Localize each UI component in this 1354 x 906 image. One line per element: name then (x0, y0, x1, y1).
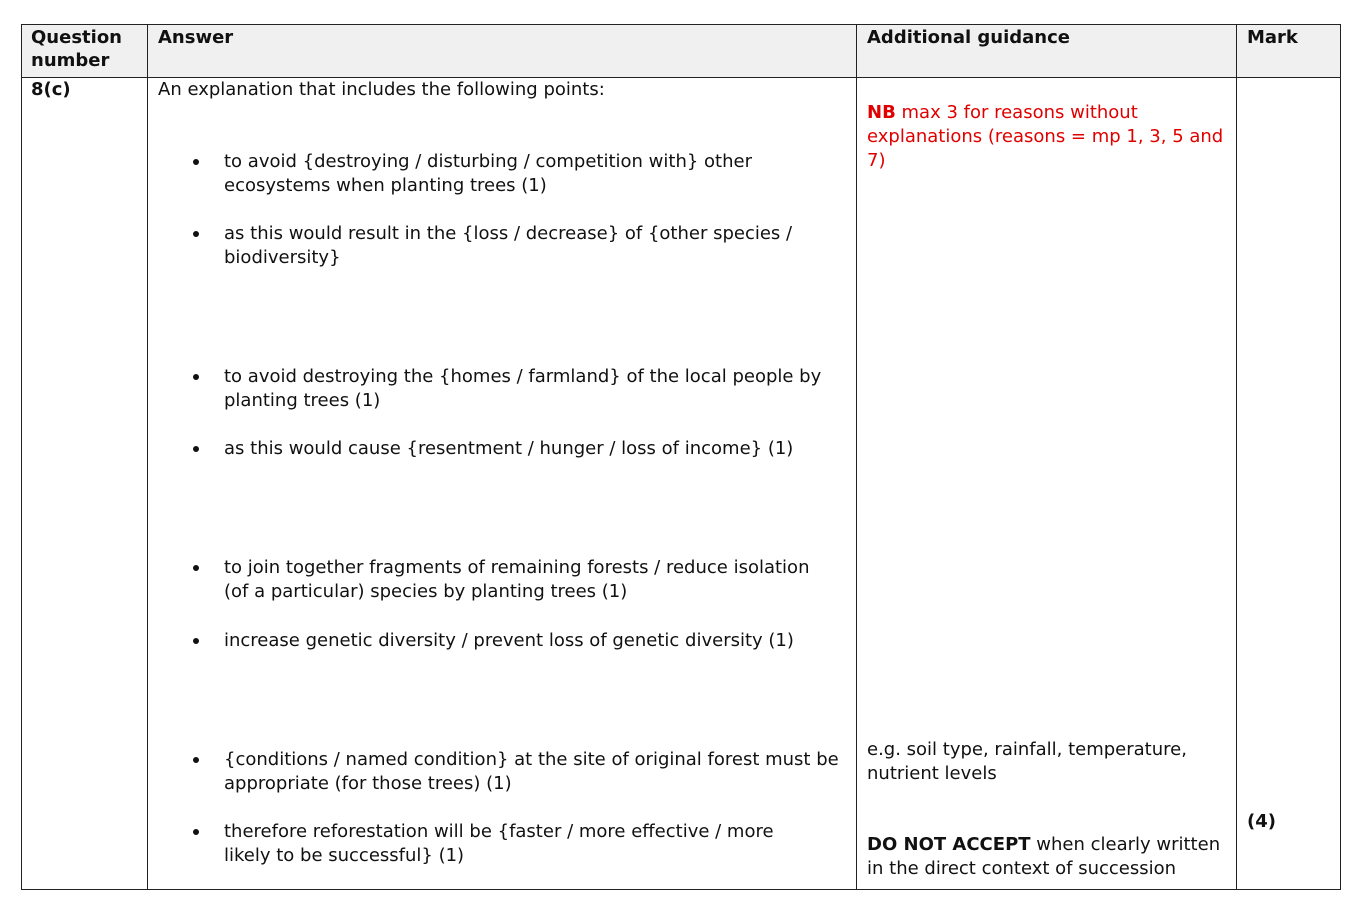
guidance-nb-text: max 3 for reasons without (895, 102, 1138, 123)
answer-point: as this would result in the {loss / decrease} of {other species / (224, 223, 793, 244)
answer-point-cont: biodiversity} (224, 247, 341, 268)
header-question-number: Question (31, 27, 122, 48)
guidance-nb-note-cont: 7) (867, 150, 886, 171)
guidance-nb-label: NB (867, 102, 896, 123)
answer-point: to avoid destroying the {homes / farmland} of the local people by (224, 366, 822, 387)
guidance-dna-text: when clearly written (1030, 834, 1221, 855)
answer-point-cont: likely to be successful} (1) (224, 845, 465, 866)
answer-point-cont: appropriate (for those trees) (1) (224, 773, 512, 794)
bullet-icon (193, 565, 199, 571)
question-number: 8(c) (31, 79, 71, 100)
guidance-nb-note (867, 101, 1138, 125)
bullet-icon (193, 829, 199, 835)
answer-point: therefore reforestation will be {faster / more effective / more (224, 821, 774, 842)
guidance-do-not-accept (867, 833, 1220, 857)
answer-point-cont: planting trees (1) (224, 390, 381, 411)
column-divider (1236, 25, 1237, 889)
header-question-number-line2: number (31, 50, 110, 71)
answer-point: to avoid {destroying / disturbing / competition with} other (224, 151, 752, 172)
header-answer: Answer (158, 27, 234, 48)
answer-intro: An explanation that includes the following points: (158, 79, 605, 100)
bullet-icon (193, 638, 199, 644)
column-divider (147, 25, 148, 889)
guidance-do-not-accept-cont: in the direct context of succession (867, 858, 1177, 879)
answer-point: {conditions / named condition} at the site of original forest must be (224, 749, 839, 770)
answer-point: increase genetic diversity / prevent loss of genetic diversity (1) (224, 630, 794, 651)
answer-point-cont: ecosystems when planting trees (1) (224, 175, 547, 196)
bullet-icon (193, 446, 199, 452)
guidance-nb-note-cont: explanations (reasons = mp 1, 3, 5 and (867, 126, 1224, 147)
answer-point-cont: (of a particular) species by planting trees (1) (224, 581, 628, 602)
answer-point: to join together fragments of remaining forests / reduce isolation (224, 557, 810, 578)
guidance-example: e.g. soil type, rainfall, temperature, (867, 739, 1187, 760)
bullet-icon (193, 159, 199, 165)
guidance-dna-label: DO NOT ACCEPT (867, 834, 1031, 855)
header-mark: Mark (1247, 27, 1298, 48)
bullet-icon (193, 231, 199, 237)
column-divider (856, 25, 857, 889)
mark-value: (4) (1247, 811, 1276, 832)
guidance-example-cont: nutrient levels (867, 763, 997, 784)
header-additional-guidance: Additional guidance (867, 27, 1071, 48)
bullet-icon (193, 757, 199, 763)
answer-point: as this would cause {resentment / hunger / loss of income} (1) (224, 438, 794, 459)
bullet-icon (193, 374, 199, 380)
